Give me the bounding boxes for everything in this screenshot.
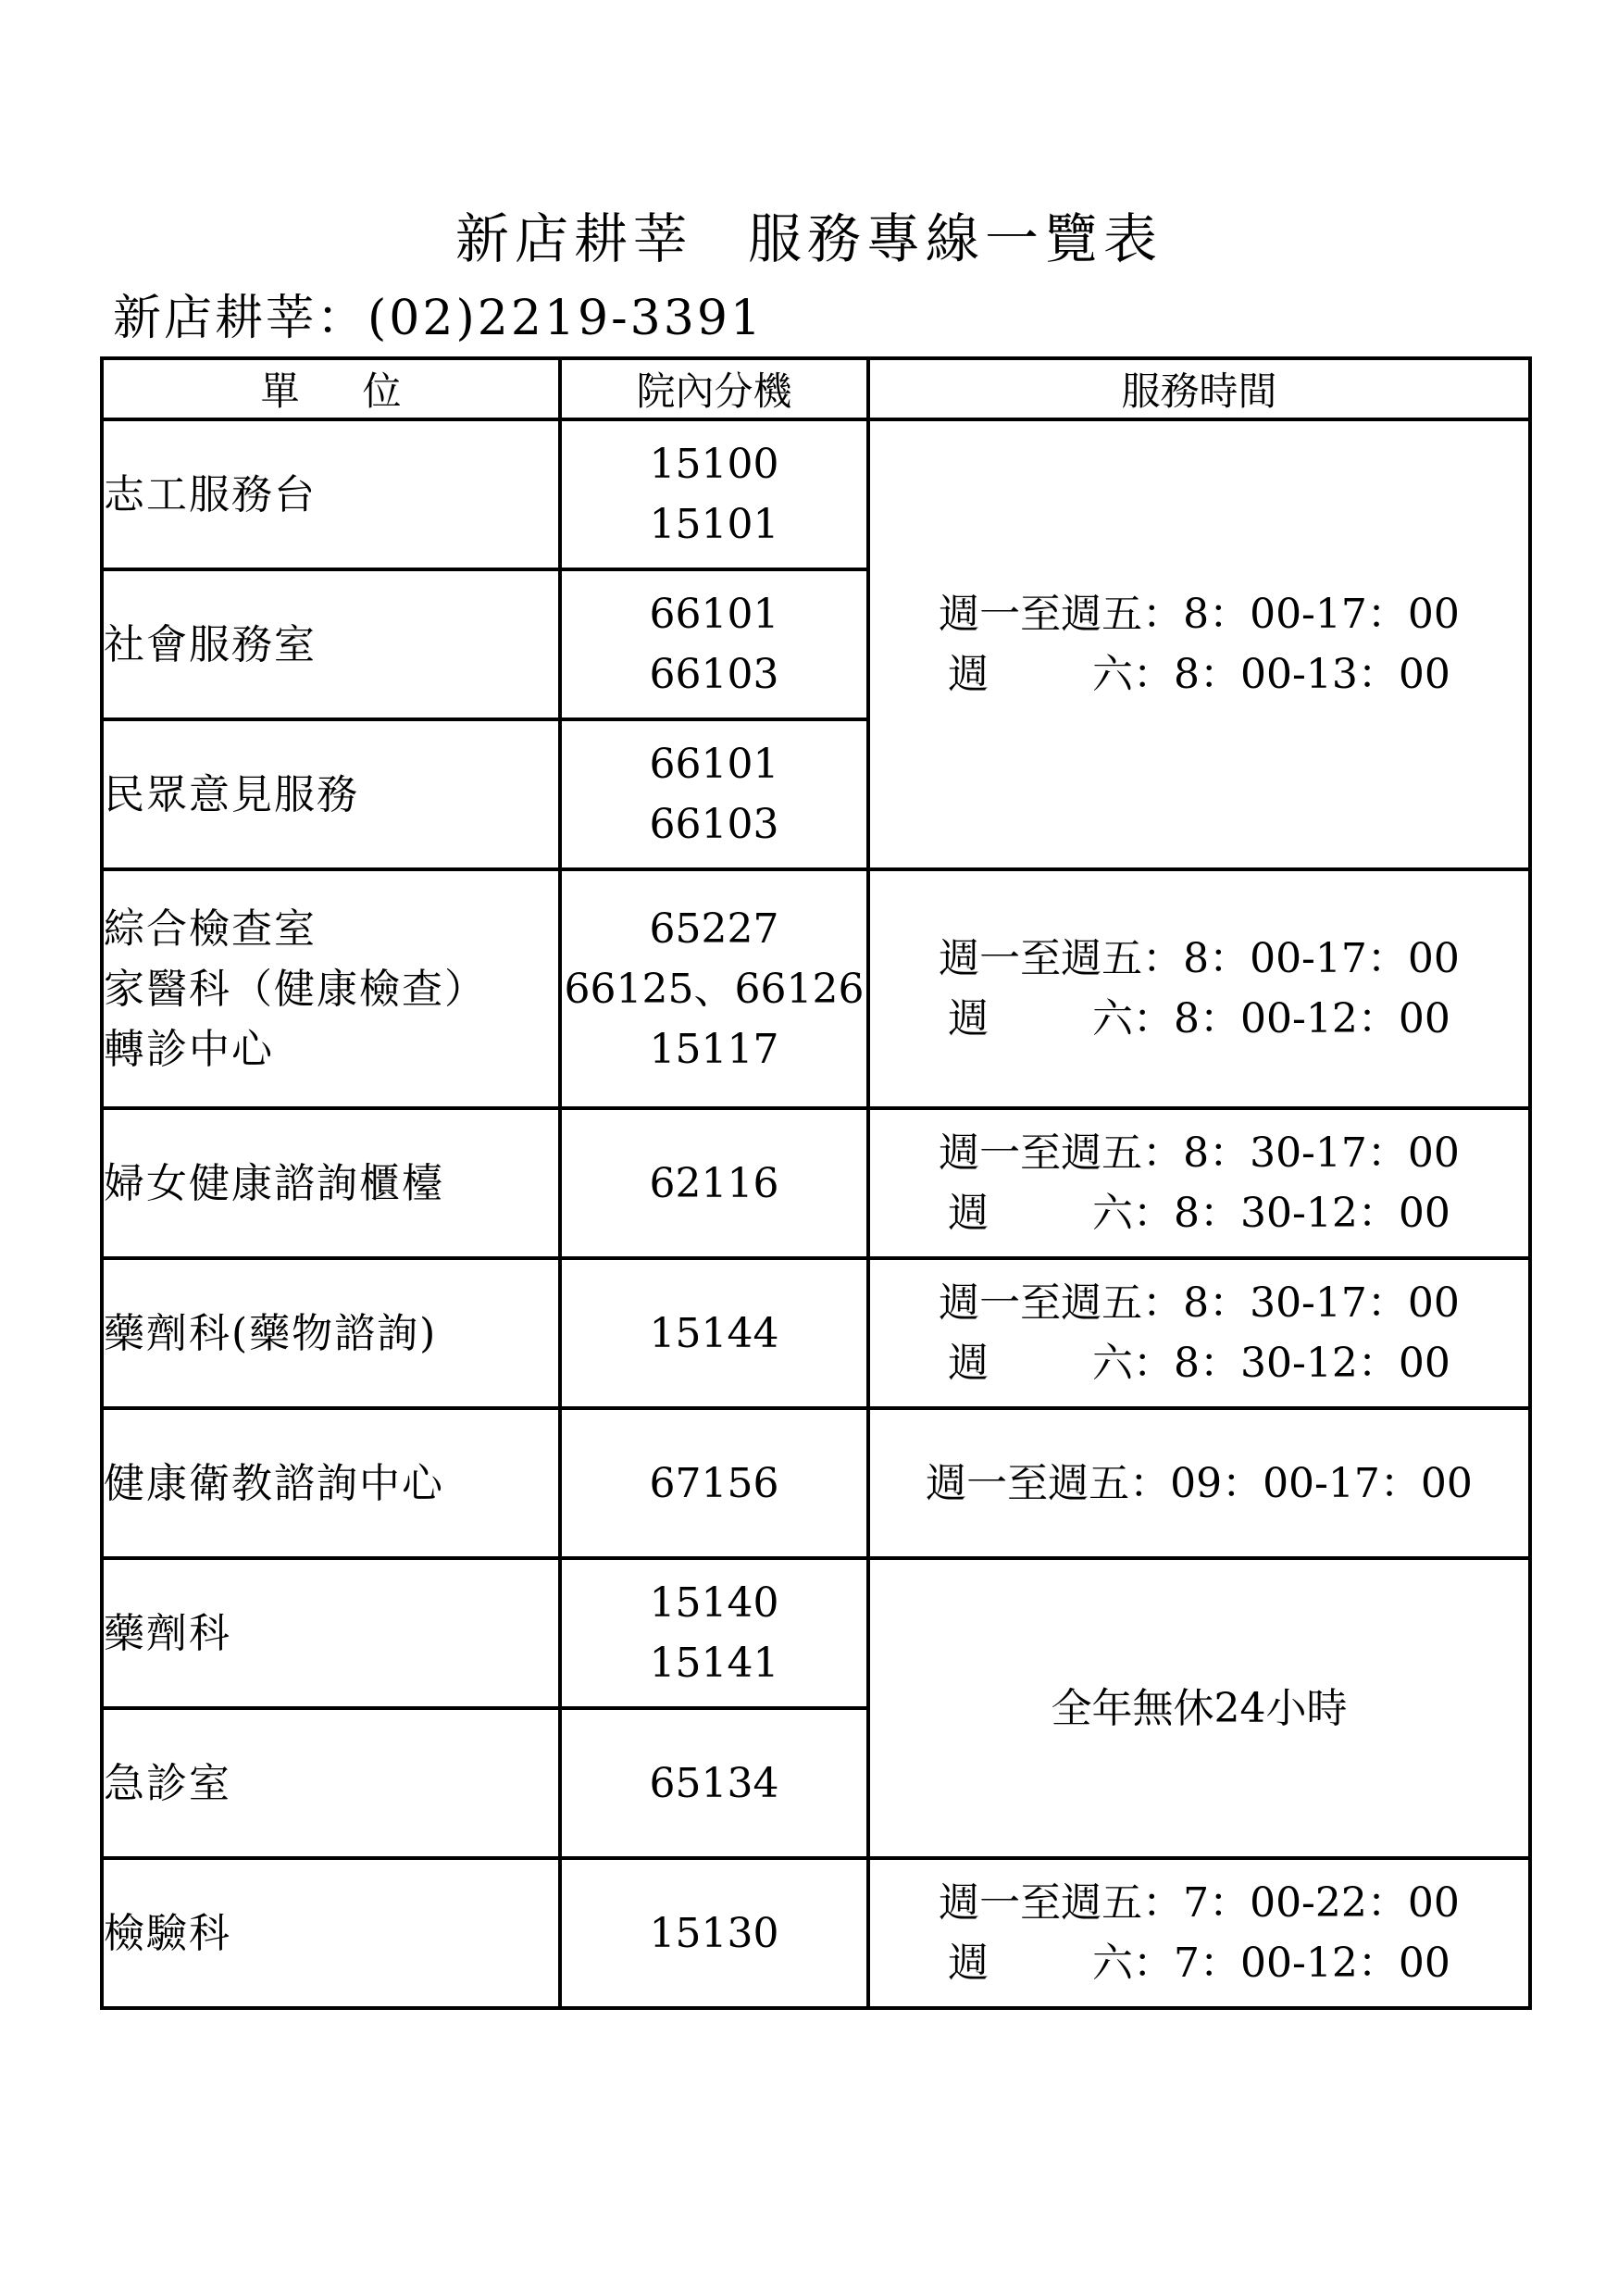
extension-cell: 62116 [560, 1108, 868, 1258]
unit-cell: 婦女健康諮詢櫃檯 [102, 1108, 560, 1258]
extension-cell: 66101 66103 [560, 569, 868, 719]
extension-cell: 67156 [560, 1408, 868, 1558]
extension-cell: 15130 [560, 1858, 868, 2008]
table-row [102, 1858, 1530, 2008]
title-hospital: 新店耕莘 [454, 207, 692, 270]
header-service-hours: 服務時間 [868, 358, 1530, 419]
table-row [102, 1408, 1530, 1558]
unit-cell: 民眾意見服務 [102, 719, 560, 869]
table-row [102, 419, 1530, 569]
table-row [102, 1108, 1530, 1258]
extension-cell: 66101 66103 [560, 719, 868, 869]
page-title [0, 202, 1618, 276]
hours-cell: 週一至週五：8：00-17：00 週 六：8：00-13：00 [868, 419, 1530, 869]
header-extension: 院內分機 [560, 358, 868, 419]
service-line-table [100, 356, 1532, 2010]
hours-cell: 週一至週五：8：00-17：00 週 六：8：00-12：00 [868, 869, 1530, 1108]
header-unit: 單 位 [102, 358, 560, 419]
hours-cell: 週一至週五：8：30-17：00 週 六：8：30-12：00 [868, 1258, 1530, 1408]
unit-cell: 藥劑科 [102, 1558, 560, 1708]
title-list-name: 服務專線一覽表 [748, 207, 1164, 270]
table-row [102, 1258, 1530, 1408]
extension-cell: 15140 15141 [560, 1558, 868, 1708]
hours-cell: 週一至週五：09：00-17：00 [868, 1408, 1530, 1558]
hours-cell: 週一至週五：8：30-17：00 週 六：8：30-12：00 [868, 1108, 1530, 1258]
unit-cell: 綜合檢查室 家醫科（健康檢查） 轉診中心 [102, 869, 560, 1108]
table-row [102, 1558, 1530, 1708]
table-header-row [102, 358, 1530, 419]
hours-cell: 全年無休24小時 [868, 1558, 1530, 1858]
table-row [102, 869, 1530, 1108]
extension-cell: 15144 [560, 1258, 868, 1408]
unit-cell: 檢驗科 [102, 1858, 560, 2008]
extension-cell: 15100 15101 [560, 419, 868, 569]
main-phone-line: 新店耕莘：(02)2219-3391 [113, 291, 764, 346]
unit-cell: 健康衛教諮詢中心 [102, 1408, 560, 1558]
extension-cell: 65227 66125、66126 15117 [560, 869, 868, 1108]
unit-cell: 藥劑科(藥物諮詢) [102, 1258, 560, 1408]
unit-cell: 急診室 [102, 1708, 560, 1858]
hours-cell: 週一至週五：7：00-22：00 週 六：7：00-12：00 [868, 1858, 1530, 2008]
unit-cell: 社會服務室 [102, 569, 560, 719]
unit-cell: 志工服務台 [102, 419, 560, 569]
extension-cell: 65134 [560, 1708, 868, 1858]
